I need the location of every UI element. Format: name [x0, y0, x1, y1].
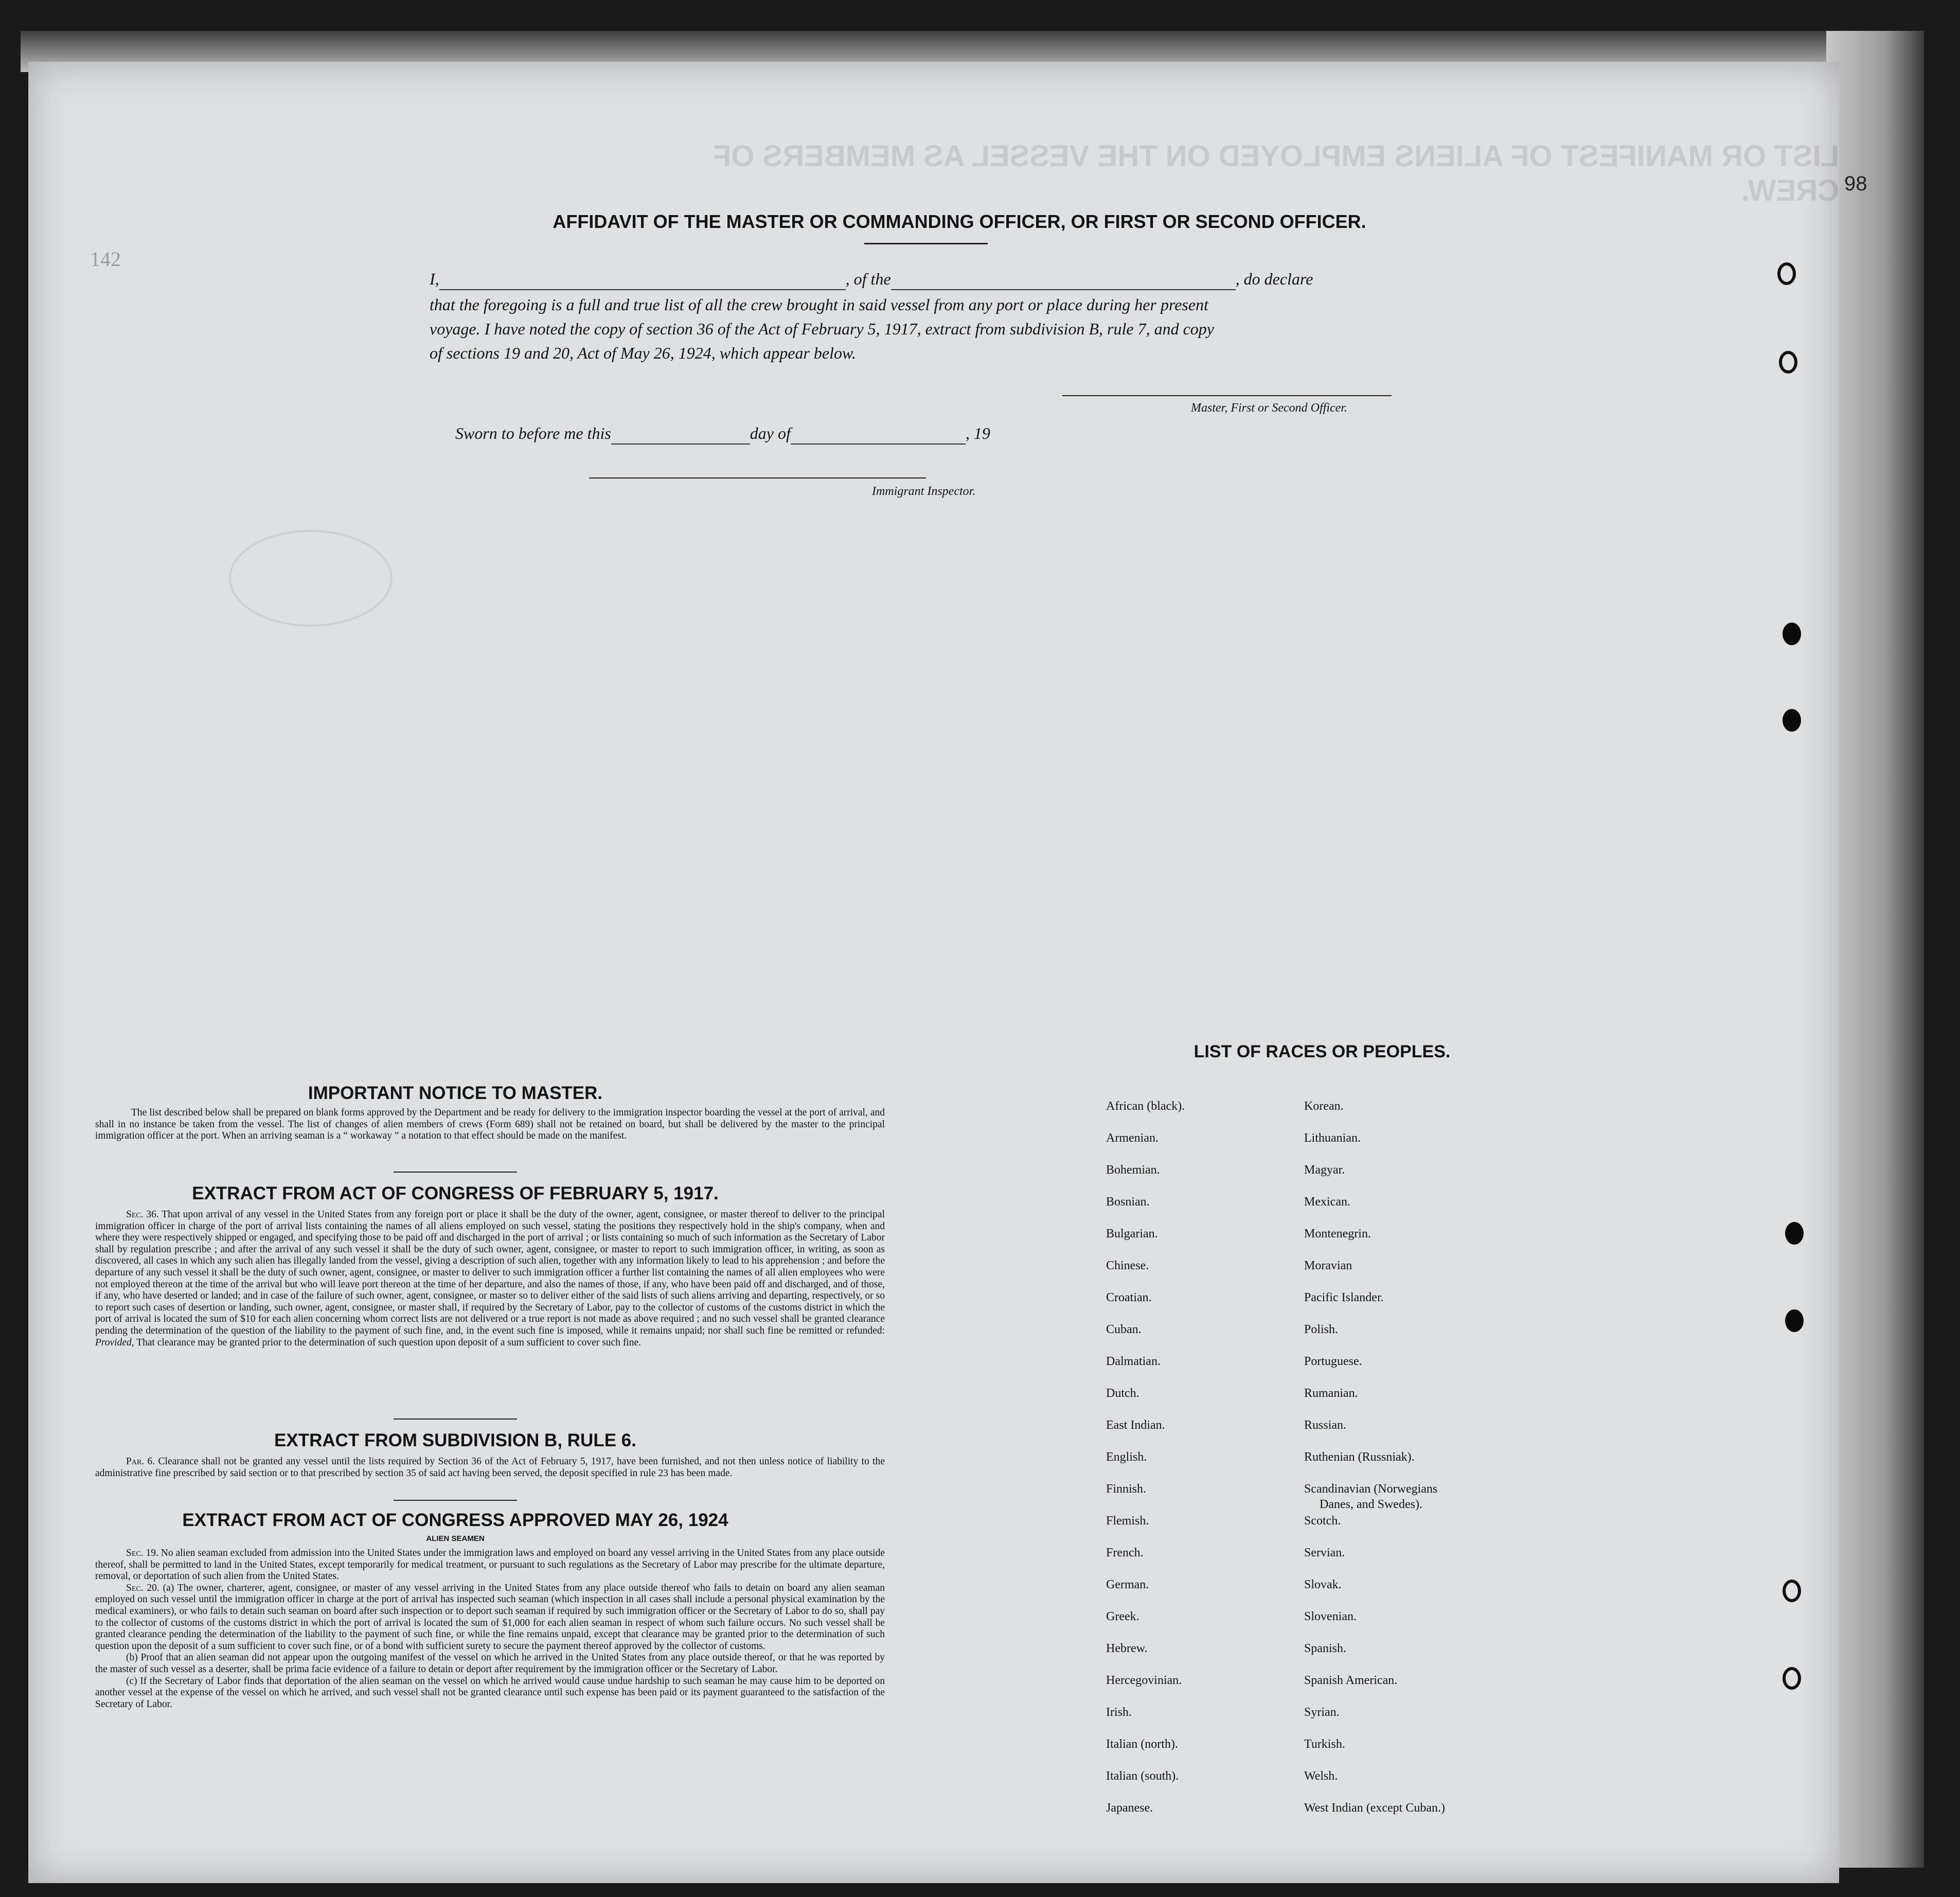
race-item: Portuguese.: [1304, 1355, 1362, 1368]
races-right-column: [1304, 1098, 1445, 1832]
races-left-column: [1106, 1098, 1185, 1832]
sec-36-end: That clearance may be granted prior to the determination of such question upon deposit of a sum sufficient to cover such fine.: [136, 1337, 642, 1348]
race-item: Korean.: [1304, 1100, 1344, 1113]
race-item: Polish.: [1304, 1323, 1339, 1336]
race-item: Mexican.: [1304, 1195, 1350, 1209]
affidavit-title: AFFIDAVIT OF THE MASTER OR COMMANDING OFFICER, OR FIRST OR SECOND OFFICER.: [553, 211, 1366, 232]
title-rule: [864, 243, 988, 244]
race-item: Russian.: [1304, 1419, 1347, 1432]
day-of-label: day of: [750, 424, 791, 442]
race-item: Dutch.: [1106, 1387, 1139, 1400]
race-item: Bohemian.: [1106, 1163, 1160, 1177]
sec-36-label: Sec. 36.: [126, 1209, 159, 1220]
master-label: Master, First or Second Officer.: [1191, 401, 1347, 415]
subdivision-title: EXTRACT FROM SUBDIVISION B, RULE 6.: [274, 1430, 636, 1450]
year-label: , 19: [965, 424, 990, 442]
race-item: Servian.: [1304, 1546, 1345, 1559]
sworn-label: Sworn to before me this: [455, 424, 611, 442]
race-item: Chinese.: [1106, 1259, 1149, 1272]
do-declare-label: , do declare: [1235, 270, 1313, 288]
race-item: Armenian.: [1106, 1131, 1159, 1145]
punch-hole-icon: [1783, 623, 1801, 645]
race-item: Slovenian.: [1304, 1610, 1357, 1623]
name-blank[interactable]: [439, 274, 846, 290]
race-item: Spanish.: [1304, 1642, 1347, 1655]
race-item: [1304, 1481, 1445, 1513]
race-item: Cuban.: [1106, 1323, 1142, 1336]
notice-rule: [394, 1172, 517, 1173]
race-item: Bosnian.: [1106, 1195, 1150, 1209]
notice-text: The list described below shall be prepared on blank forms approved by the Department and be ready for delivery to the immigration inspector boarding the vessel at the port of arrival, and shall in no instance be taken from the vessel. The list of changes of alien members of crews (Form 689) shall not be retained on board, but shall be delivered by the master to the principal immigration officer at the port. When an arriving seaman is a “ workaway ” a notation to that effect should be made on the manifest.: [95, 1107, 885, 1142]
sworn-line: [455, 422, 1124, 445]
race-item: Hercegovinian.: [1106, 1674, 1182, 1687]
race-item: Syrian.: [1304, 1706, 1340, 1719]
punch-hole-icon: [1785, 1309, 1804, 1332]
affidavit-line-1: [430, 268, 1438, 290]
races-title: LIST OF RACES OR PEOPLES.: [1193, 1042, 1451, 1061]
race-item: Ruthenian (Russniak).: [1304, 1450, 1415, 1464]
affidavit-line-4: of sections 19 and 20, Act of May 26, 1924, which appear below.: [430, 344, 856, 362]
sec-20a-paragraph: [95, 1583, 885, 1653]
sec-19-paragraph: [95, 1548, 885, 1583]
punch-hole-icon: [1783, 1580, 1801, 1602]
master-signature-line[interactable]: [1062, 395, 1392, 396]
race-item: Rumanian.: [1304, 1387, 1358, 1400]
document-page: [28, 62, 1867, 1883]
punch-hole-icon: [1777, 262, 1796, 285]
punch-hole-icon: [1779, 351, 1797, 374]
side-mark: 142: [90, 247, 121, 271]
sec-19-label: Sec. 19.: [126, 1548, 158, 1558]
race-item: Bulgarian.: [1106, 1227, 1158, 1240]
faded-stamp: [229, 530, 393, 627]
inspector-label: Immigrant Inspector.: [872, 485, 976, 498]
page-number-fragment: 98: [1844, 172, 1867, 195]
race-item: Italian (north).: [1106, 1738, 1178, 1751]
race-item: Croatian.: [1106, 1291, 1152, 1304]
race-item: Scotch.: [1304, 1514, 1341, 1528]
sec-19-body: No alien seaman excluded from admission into the United States under the immigration laws and employed on board any vessel arriving in the United States from any place outside thereof, shall be permitted to land in the United States, except temporarily for medical treatment, or pursuant to such regulations as the Secretary of Labor may prescribe for the ultimate departure, removal, or deportation of such alien from the United States.: [95, 1548, 885, 1582]
inspector-signature-line[interactable]: [589, 477, 926, 478]
race-item: Lithuanian.: [1304, 1131, 1361, 1145]
vessel-blank[interactable]: [891, 274, 1236, 290]
race-item: Moravian: [1304, 1259, 1352, 1272]
subdivision-rule: [394, 1500, 517, 1501]
race-item: Flemish.: [1106, 1514, 1149, 1528]
race-item: Greek.: [1106, 1610, 1139, 1623]
race-item: Welsh.: [1304, 1769, 1338, 1783]
race-item: Pacific Islander.: [1304, 1291, 1384, 1304]
race-item: Turkish.: [1304, 1738, 1345, 1751]
subdivision-text: [95, 1456, 885, 1479]
month-blank[interactable]: [791, 428, 966, 445]
race-item: Dalmatian.: [1106, 1355, 1161, 1368]
extract-1924-title: EXTRACT FROM ACT OF CONGRESS APPROVED MAY 26, 1924: [182, 1510, 728, 1530]
race-item: West Indian (except Cuban.): [1304, 1801, 1445, 1815]
race-item-line: Scandinavian (Norwegians: [1304, 1482, 1438, 1496]
extract-1924-text: [95, 1548, 885, 1710]
punch-hole-icon: [1785, 1222, 1804, 1245]
race-item: Spanish American.: [1304, 1674, 1398, 1687]
race-item: African (black).: [1106, 1100, 1185, 1113]
provided-label: Provided,: [95, 1337, 134, 1348]
par-6-body: Clearance shall not be granted any vessel until the lists required by Section 36 of the Act of February 5, 1917, have been furnished, and not then unless notice of liability to the administrative fine prescribed by said section or to that prescribed by section 35 of said act having been served, the deposit specified in rule 23 has been made.: [95, 1456, 885, 1479]
race-item: English.: [1106, 1450, 1147, 1464]
extract-1917-title: EXTRACT FROM ACT OF CONGRESS OF FEBRUARY 5, 1917.: [192, 1183, 719, 1203]
race-item: Japanese.: [1106, 1801, 1153, 1815]
page-stack-edge: [1826, 31, 1924, 1868]
sec-20c-paragraph: (c) If the Secretary of Labor finds that deportation of the alien seaman on the vessel on which he arrived would cause undue hardship to such seaman he may cause him to be deported on another vessel at the expense of the vessel on which he arrived, and such vessel shall not be granted clearance until such expense has been paid or its payment guaranteed to the satisfaction of the Secretary of Labor.: [95, 1675, 885, 1710]
sec-20b-paragraph: (b) Proof that an alien seaman did not appear upon the outgoing manifest of the vessel on which he arrived in the United States from any place outside thereof, or that he was reported by the master of such vessel as a deserter, shall be prima facie evidence of a failure to detain or deport after requirement by the immigration officer or the Secretary of Labor.: [95, 1652, 885, 1675]
affidavit-line-2: that the foregoing is a full and true list of all the crew brought in said vessel from any port or place during her present: [430, 295, 1208, 314]
race-item: Finnish.: [1106, 1482, 1147, 1496]
race-item: Hebrew.: [1106, 1642, 1148, 1655]
par-6-label: Par. 6.: [126, 1456, 155, 1467]
sec-20a-body: (a) The owner, charterer, agent, consignee, or master of any vessel arriving in the United States from any place outside thereof who fails to detain on board any alien seaman employed on such vessel until the immigration officer in charge at the port of arrival has inspected such seaman (which inspection in all cases shall include a personal physical examination by the medical examiners), or who fails to detain such seaman on board after such inspection or to deport such seaman if required by such immigration officer or the Secretary of Labor to do so, shall pay to the collector of customs of the customs district in which the port of arrival is located the sum of $1,000 for each alien seaman in respect of whom such failure occurs. No such vessel shall be granted clearance pending the determination of the liability to the payment of such fine, or while the fine remains unpaid, except that clearance may be granted prior to the determination of such question upon the deposit of a sum sufficient to cover such fine, or of a bond with sufficient surety to secure the payment thereof approved by the collector of customs.: [95, 1582, 885, 1652]
sec-20-label: Sec. 20.: [126, 1582, 159, 1593]
race-item: Slovak.: [1304, 1578, 1342, 1591]
of-the-label: , of the: [845, 270, 891, 288]
race-item: Italian (south).: [1106, 1769, 1179, 1783]
affidavit-line-3: voyage. I have noted the copy of section 36 of the Act of February 5, 1917, extract from subdivision B, rule 7, and copy: [430, 320, 1214, 338]
punch-hole-icon: [1783, 1667, 1801, 1690]
race-item: East Indian.: [1106, 1419, 1165, 1432]
race-item: Irish.: [1106, 1706, 1132, 1719]
sec-36-body: That upon arrival of any vessel in the United States from any foreign port or place it shall be the duty of the owner, agent, consignee, or master thereof to deliver to the principal immigration officer in charge of the port of arrival lists containing the names of all aliens employed on such vessel, stating the positions they respectively hold in the ship's company, when and where they were respectively shipped or engaged, and specifying those to be paid off and discharged in the port of arrival ; or lists containing so much of such information as the Secretary of Labor shall by regulation prescribe ; and after the arrival of any such vessel it shall be the duty of such owner, agent, consignee, or master to report to such immigration officer, in writing, as soon as discovered, all cases in which any such alien has illegally landed from the vessel, giving a description of such alien, together with any information likely to lead to his apprehension ; and before the departure of any such vessel it shall be the duty of such owner, agent, consignee, or master to deliver to such immigration officer a further list containing the names of all alien employees who were not employed thereon at the time of the arrival but who will leave port thereon at the time of her departure, and also the names of those, if any, who have been paid off and discharged, and of those, if any, who have deserted or landed; and in case of the failure of such owner, agent, consignee, or master so to deliver either of the said lists of such aliens arriving and departing, respectively, or so to report such cases of desertion or landing, such owner, agent, consignee, or master shall, if required by the Secretary of Labor, pay to the collector of customs of the customs district in which the port of arrival is located the sum of $10 for each alien concerning whom correct lists are not delivered or a true report is not made as above required ; and no such vessel shall be granted clearance pending the determination of the question of the liability to the payment of such fine, and, in the event such fine is imposed, while it remains unpaid; nor shall such fine be remitted or refunded:: [95, 1209, 885, 1336]
day-blank[interactable]: [611, 428, 750, 445]
extract-1917-rule: [394, 1419, 517, 1420]
bleed-through-text: LIST OR MANIFEST OF ALIENS EMPLOYED ON THE VESSEL AS MEMBERS OF CREW.: [712, 139, 1839, 207]
extract-1917-text: [95, 1209, 885, 1349]
race-item: German.: [1106, 1578, 1149, 1591]
race-item: French.: [1106, 1546, 1144, 1559]
punch-hole-icon: [1783, 709, 1801, 732]
race-item: Montenegrin.: [1304, 1227, 1371, 1240]
race-item-continuation: Danes, and Swedes).: [1320, 1498, 1422, 1511]
notice-title: IMPORTANT NOTICE TO MASTER.: [308, 1083, 603, 1103]
race-item: Magyar.: [1304, 1163, 1345, 1177]
extract-1924-subtitle: ALIEN SEAMEN: [426, 1534, 485, 1543]
i-label: I,: [430, 270, 439, 288]
